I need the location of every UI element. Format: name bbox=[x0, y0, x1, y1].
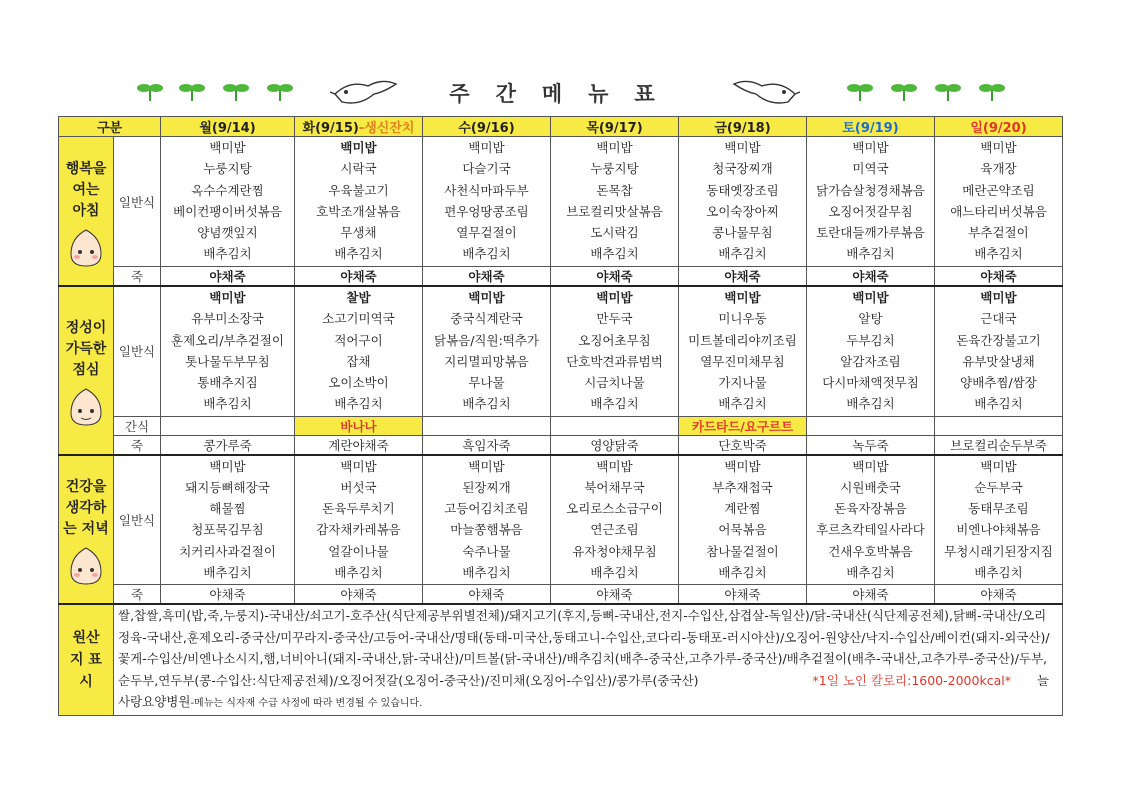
lunch-sun: 백미밥 근대국 돈육간장불고기 유부맛살냉채 양배추찜/쌈장 배추김치 bbox=[935, 286, 1063, 416]
dinner-thu: 백미밥 북어채무국 오리로스소금구이 연근조림 유자청야채무침 배추김치 bbox=[551, 455, 679, 585]
lunch-snack-label: 간식 bbox=[114, 416, 161, 435]
origin-label: 원산지 표시 bbox=[59, 604, 114, 715]
sprout-icon bbox=[222, 80, 250, 102]
breakfast-thu: 백미밥 누룽지탕 돈목찹 브로컬리맛살볶음 도시락김 배추김치 bbox=[551, 137, 679, 267]
breakfast-porridge-label: 죽 bbox=[114, 267, 161, 287]
bird-icon bbox=[730, 72, 800, 112]
lunch-row bbox=[59, 286, 1063, 416]
header-day-sun: 일(9/20) bbox=[935, 117, 1063, 137]
header-day-wed: 수(9/16) bbox=[423, 117, 551, 137]
dinner-sat: 백미밥 시원배춧국 돈육자장볶음 후르츠칵테일사라다 건새우호박볶음 배추김치 bbox=[807, 455, 935, 585]
origin-row bbox=[59, 604, 1063, 715]
lunch-snack-fri: 카드타드/요구르트 bbox=[679, 416, 807, 435]
dinner-porridge-thu: 야채죽 bbox=[551, 585, 679, 605]
face-icon bbox=[67, 387, 105, 427]
lunch-snack-row bbox=[59, 416, 1063, 435]
lunch-porridge-fri: 단호박죽 bbox=[679, 435, 807, 455]
sprout-icon bbox=[178, 80, 206, 102]
header-day-thu: 목(9/17) bbox=[551, 117, 679, 137]
lunch-wed: 백미밥 중국식계란국 닭볶음/직원:떡추가 지리멸피망볶음 무나물 배추김치 bbox=[423, 286, 551, 416]
breakfast-wed: 백미밥 다슬기국 사천식마파두부 편우엉땅콩조림 열무겉절이 배추김치 bbox=[423, 137, 551, 267]
menu-disclaimer: -메뉴는 식자재 수급 사정에 따라 변경될 수 있습니다. bbox=[190, 698, 423, 710]
dinner-category: 건강을 생각하는 저녁 bbox=[59, 455, 114, 605]
breakfast-mon: 백미밥 누룽지탕 옥수수계란찜 베이컨팽이버섯볶음 양념깻잎지 배추김치 bbox=[161, 137, 295, 267]
lunch-porridge-label: 죽 bbox=[114, 435, 161, 455]
lunch-porridge-thu: 영양닭죽 bbox=[551, 435, 679, 455]
dinner-tue: 백미밥 버섯국 돈육두루치기 감자채카레볶음 얼갈이나물 배추김치 bbox=[295, 455, 423, 585]
lunch-tue: 찰밥 소고기미역국 적어구이 잡채 오이소박이 배추김치 bbox=[295, 286, 423, 416]
breakfast-porridge-tue: 야채죽 bbox=[295, 267, 423, 287]
dinner-mon: 백미밥 돼지등뼈해장국 해물찜 청포묵김무침 치커리사과겉절이 배추김치 bbox=[161, 455, 295, 585]
face-icon bbox=[67, 546, 105, 586]
hospital-name: 늘사랑요양병원 bbox=[118, 672, 1050, 710]
breakfast-porridge-wed: 야채죽 bbox=[423, 267, 551, 287]
dinner-porridge-wed: 야채죽 bbox=[423, 585, 551, 605]
lunch-sub: 일반식 bbox=[114, 286, 161, 416]
bird-icon bbox=[330, 72, 400, 112]
breakfast-porridge-fri: 야채죽 bbox=[679, 267, 807, 287]
breakfast-porridge-sun: 야채죽 bbox=[935, 267, 1063, 287]
dinner-porridge-row bbox=[59, 585, 1063, 605]
lunch-category: 정성이 가득한 점심 bbox=[59, 286, 114, 455]
dinner-porridge-tue: 야채죽 bbox=[295, 585, 423, 605]
lunch-snack-sat bbox=[807, 416, 935, 435]
breakfast-porridge-sat: 야채죽 bbox=[807, 267, 935, 287]
lunch-snack-mon bbox=[161, 416, 295, 435]
header-day-sat: 토(9/19) bbox=[807, 117, 935, 137]
header-category: 구분 bbox=[59, 117, 161, 137]
sprout-icon bbox=[266, 80, 294, 102]
breakfast-fri: 백미밥 청국장찌개 동태옛장조림 오이숙장아찌 콩나물무침 배추김치 bbox=[679, 137, 807, 267]
dinner-fri: 백미밥 부추재첩국 계란찜 어묵볶음 참나물겉절이 배추김치 bbox=[679, 455, 807, 585]
lunch-porridge-tue: 계란야채죽 bbox=[295, 435, 423, 455]
lunch-sat: 백미밥 알탕 두부김치 알감자조림 다시마채액젓무침 배추김치 bbox=[807, 286, 935, 416]
header-row bbox=[59, 117, 1063, 137]
breakfast-sun: 백미밥 육개장 메란곤약조림 애느타리버섯볶음 부추겉절이 배추김치 bbox=[935, 137, 1063, 267]
dinner-sub: 일반식 bbox=[114, 455, 161, 585]
dinner-row bbox=[59, 455, 1063, 585]
lunch-porridge-sun: 브로컬리순두부죽 bbox=[935, 435, 1063, 455]
face-icon bbox=[67, 228, 105, 268]
header-day-fri: 금(9/18) bbox=[679, 117, 807, 137]
sprout-icon bbox=[890, 80, 918, 102]
breakfast-row bbox=[59, 137, 1063, 267]
sprout-icon bbox=[978, 80, 1006, 102]
lunch-snack-sun bbox=[935, 416, 1063, 435]
lunch-snack-thu bbox=[551, 416, 679, 435]
dinner-wed: 백미밥 된장찌개 고등어김치조림 마늘쫑햄볶음 숙주나물 배추김치 bbox=[423, 455, 551, 585]
lunch-porridge-wed: 흑임자죽 bbox=[423, 435, 551, 455]
lunch-porridge-mon: 콩가루죽 bbox=[161, 435, 295, 455]
sprout-icon bbox=[846, 80, 874, 102]
breakfast-tue: 백미밥 시락국 우육불고기 호박조개살볶음 무생채 배추김치 bbox=[295, 137, 423, 267]
lunch-fri: 백미밥 미니우동 미트볼데리야끼조림 열무진미채무침 가지나물 배추김치 bbox=[679, 286, 807, 416]
lunch-mon: 백미밥 유부미소장국 훈제오리/부추겉절이 톳나물두부무침 통배추지짐 배추김치 bbox=[161, 286, 295, 416]
lunch-snack-wed bbox=[423, 416, 551, 435]
lunch-porridge-row bbox=[59, 435, 1063, 455]
dinner-sun: 백미밥 순두부국 동태무조림 비엔나야채볶음 무청시래기된장지짐 배추김치 bbox=[935, 455, 1063, 585]
weekly-menu-table bbox=[58, 116, 1063, 716]
breakfast-sub: 일반식 bbox=[114, 137, 161, 267]
dinner-porridge-label: 죽 bbox=[114, 585, 161, 605]
lunch-porridge-sat: 녹두죽 bbox=[807, 435, 935, 455]
birthday-note: -생신잔치 bbox=[358, 121, 415, 136]
sprout-icon bbox=[136, 80, 164, 102]
origin-note bbox=[114, 604, 1063, 715]
calorie-note: *1일 노인 칼로리:1600-2000kcal* bbox=[812, 672, 1011, 688]
page-title: 주간메뉴표 bbox=[449, 82, 681, 106]
lunch-thu: 백미밥 만두국 오징어초무침 단호박견과류범벅 시금치나물 배추김치 bbox=[551, 286, 679, 416]
origin-text: 쌀,찹쌀,흑미(밥,죽,누룽지)-국내산/쇠고기-호주산(식단제공부위별전체)/돼지고기(후지,등뼈-국내산,전지-수입산,삼겹살-독일산)/닭-국내산(식단제공전체),닭뼈-국내산/오리정육-국내산,훈제오리-중국산/미꾸라지-중국산/고등어-국내산/명태(동태-미국산,동태고니-수입산,코다리-동태포-러시아산)/오징어-원양산/낙지-수입산/베이컨(돼지-외국산)/꽃게-수입산/비엔나소시지,햄,너비아니(돼지-국내산,닭-국내산)/미트볼(닭-국내산)/배추김치(배추-중국산,고추가루-중국산)/배추겉절이(배추-국내산,고추가루-중국산)/두부,순두부,연두부(콩-수입산:식단제공전체)/오징어젓갈(오징어-중국산)/진미채(오징어-수입산)/콩가루(중국산) bbox=[118, 608, 1050, 688]
dinner-porridge-fri: 야채죽 bbox=[679, 585, 807, 605]
dinner-porridge-sat: 야채죽 bbox=[807, 585, 935, 605]
sprout-icon bbox=[934, 80, 962, 102]
breakfast-porridge-row bbox=[59, 267, 1063, 287]
header-day-tue: 화(9/15)-생신잔치 bbox=[295, 117, 423, 137]
header-day-mon: 월(9/14) bbox=[161, 117, 295, 137]
lunch-snack-tue: 바나나 bbox=[295, 416, 423, 435]
breakfast-porridge-mon: 야채죽 bbox=[161, 267, 295, 287]
breakfast-porridge-thu: 야채죽 bbox=[551, 267, 679, 287]
breakfast-sat: 백미밥 미역국 닭가슴살청경채볶음 오징어젓갈무침 토란대들깨가루볶음 배추김치 bbox=[807, 137, 935, 267]
dinner-porridge-sun: 야채죽 bbox=[935, 585, 1063, 605]
dinner-porridge-mon: 야채죽 bbox=[161, 585, 295, 605]
breakfast-category: 행복을 여는 아침 bbox=[59, 137, 114, 287]
